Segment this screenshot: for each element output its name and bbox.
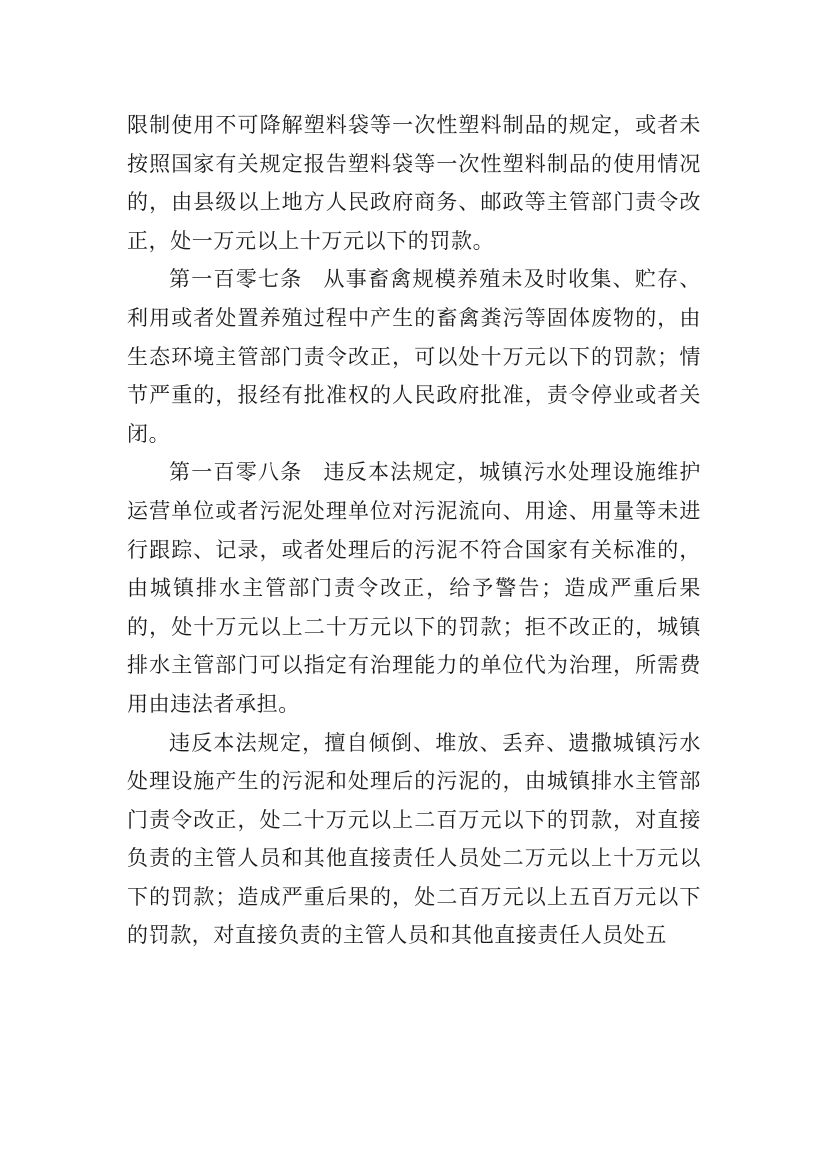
paragraph-text: 从事畜禽规模养殖未及时收集、贮存、利用或者处置养殖过程中产生的畜禽粪污等固体废物的，由生态环境主管部门责令改正，可以处十万元以下的罚款；情节严重的，报经有批准权的人民政府批准，责令停业或者关闭。 <box>127 267 701 446</box>
paragraph-continuation <box>127 106 701 260</box>
paragraph-text: 限制使用不可降解塑料袋等一次性塑料制品的规定，或者未按照国家有关规定报告塑料袋等一次性塑料制品的使用情况的，由县级以上地方人民政府商务、邮政等主管部门责令改正，处一万元以上十万元以下的罚款。 <box>127 113 701 253</box>
paragraph-text: 违反本法规定，擅自倾倒、堆放、丢弃、遗撒城镇污水处理设施产生的污泥和处理后的污泥的，由城镇排水主管部门责令改正，处二十万元以上二百万元以下的罚款，对直接负责的主管人员和其他直接责任人员处二万元以上十万元以下的罚款；造成严重后果的，处二百万元以上五百万元以下的罚款，对直接负责的主管人员和其他直接责任人员处五 <box>127 730 701 948</box>
body-text <box>127 106 701 955</box>
article-107 <box>127 260 701 453</box>
article-number: 第一百零七条 <box>169 267 303 292</box>
article-number: 第一百零八条 <box>169 460 303 485</box>
article-108-clause-2 <box>127 724 701 956</box>
paragraph-text: 违反本法规定，城镇污水处理设施维护运营单位或者污泥处理单位对污泥流向、用途、用量等未进行跟踪、记录，或者处理后的污泥不符合国家有关标准的，由城镇排水主管部门责令改正，给予警告；造成严重后果的，处十万元以上二十万元以下的罚款；拒不改正的，城镇排水主管部门可以指定有治理能力的单位代为治理，所需费用由违法者承担。 <box>127 460 701 716</box>
article-108 <box>127 453 701 723</box>
